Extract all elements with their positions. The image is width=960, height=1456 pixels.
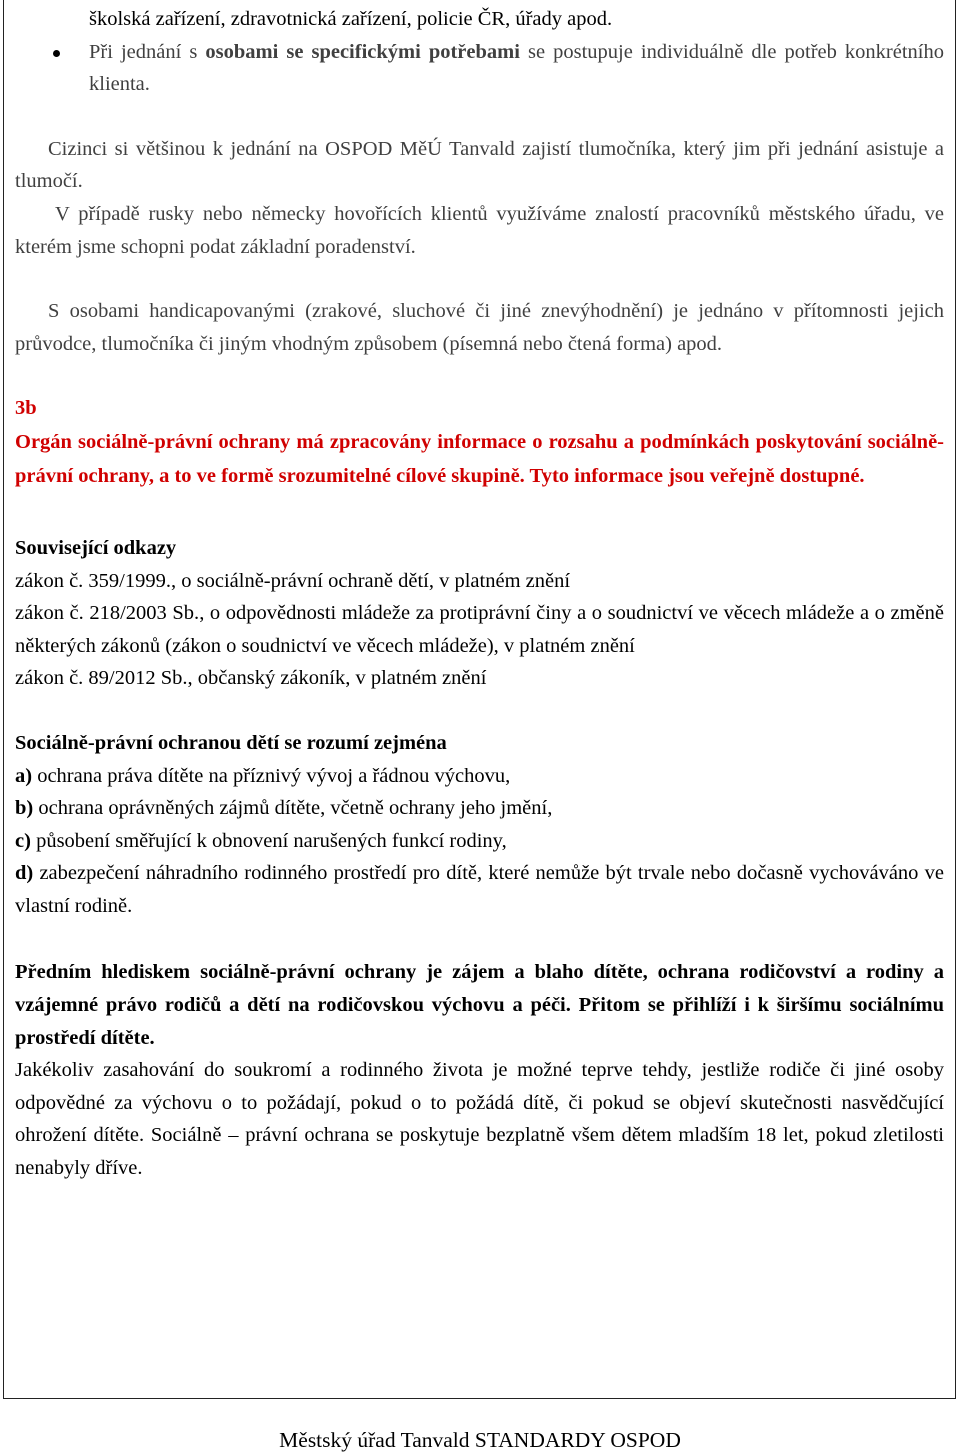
definition-heading: Sociálně-právní ochranou dětí se rozumí zejména <box>15 731 447 754</box>
paragraph-languages: V případě rusky nebo německy hovořících klientů využíváme znalostí pracovníků městského úřadu, ve kterém jsme schopni podat základní poradenství. <box>15 202 944 258</box>
section-label-3b: 3b <box>15 397 37 420</box>
principle-bold-paragraph: Předním hlediskem sociálně-právní ochrany je zájem a blaho dítěte, ochrana rodičovství a rodiny a vzájemné právo rodičů a dětí na rodičovskou výchovu a péči. Přitom se přihlíží i k širšímu sociálnímu prostředí dítěte. <box>15 961 944 1049</box>
related-link-89-2012[interactable]: zákon č. 89/2012 Sb., občanský zákoník, v platném znění <box>15 667 487 690</box>
bullet-item-specific-needs: Při jednání s osobami se specifickými potřebami se postupuje individuálně dle potřeb konkrétního klienta. <box>15 36 944 101</box>
related-link-218-2003[interactable]: zákon č. 218/2003 Sb., o odpovědnosti mládeže za protiprávní činy a o soudnictví ve věcech mládeže a o změně některých zákonů (zákon o soudnictví ve věcech mládeže), v platném znění <box>15 602 944 657</box>
bullet-icon <box>53 50 60 57</box>
section-3b-text: Orgán sociálně-právní ochrany má zpracovány informace o rozsahu a podmínkách poskytování sociálně-právní ochrany, a to ve formě srozumitelné cílové skupině. Tyto informace jsou veřejně dostupné. <box>15 430 944 487</box>
definition-item-b: b) ochrana oprávněných zájmů dítěte, včetně ochrany jeho jmění, <box>15 797 553 820</box>
paragraph-foreigners: Cizinci si většinou k jednání na OSPOD MěÚ Tanvald zajistí tlumočníka, který jim při jednání asistuje a tlumočí. <box>15 137 944 193</box>
related-link-359-1999[interactable]: zákon č. 359/1999., o sociálně-právní ochraně dětí, v platném znění <box>15 569 571 592</box>
related-links-heading: Související odkazy <box>15 536 177 559</box>
list-continuation: školská zařízení, zdravotnická zařízení, policie ČR, úřady apod. <box>89 8 613 30</box>
page-footer: Městský úřad Tanvald STANDARDY OSPOD <box>279 1428 681 1452</box>
definition-item-c: c) působení směřující k obnovení narušených funkcí rodiny, <box>15 829 507 852</box>
definition-item-d: d) zabezpečení náhradního rodinného prostředí pro dítě, které nemůže být trvale nebo dočasně vychováváno ve vlastní rodině. <box>15 862 944 917</box>
principle-paragraph: Jakékoliv zasahování do soukromí a rodinného života je možné teprve tehdy, jestliže rodiče či jiné osoby odpovědné za výchovu o to požádají, pokud o to požádá dítě, či pokud se objeví skutečnosti nasvědčující ohrožení dítěte. Sociálně – právní ochrana se poskytuje bezplatně všem dětem mladším 18 let, pokud zletilosti nenabyly dříve. <box>15 1059 944 1180</box>
definition-item-a: a) ochrana práva dítěte na příznivý vývoj a řádnou výchovu, <box>15 764 511 787</box>
paragraph-handicapped: S osobami handicapovanými (zrakové, sluchové či jiné znevýhodnění) je jednáno v přítomnosti jejich průvodce, tlumočníka či jiným vhodným způsobem (písemná nebo čtená forma) apod. <box>15 300 944 355</box>
document-body <box>15 3 944 1185</box>
